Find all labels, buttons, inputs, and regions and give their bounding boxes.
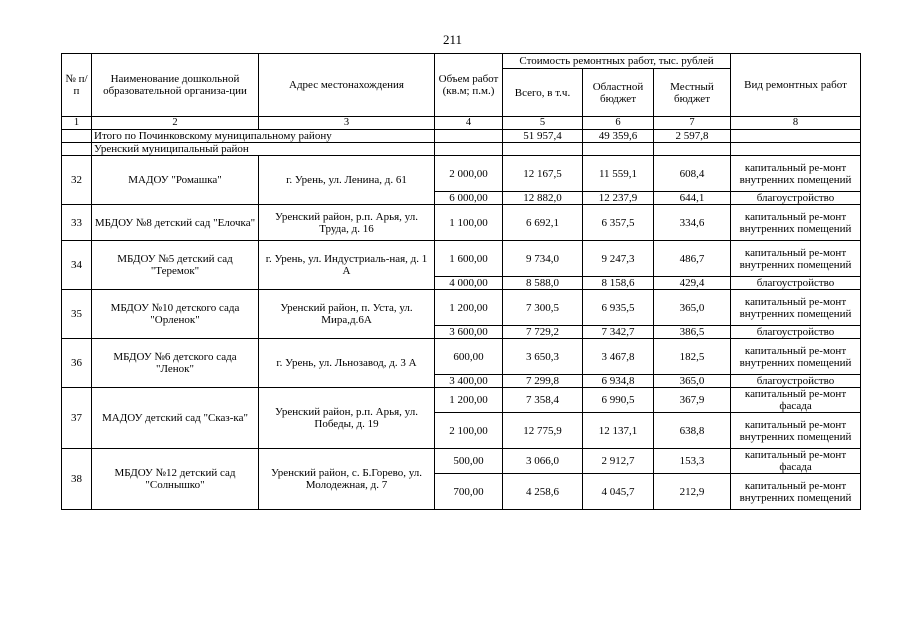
district-row-empty-4 — [435, 143, 503, 156]
work-type: благоустройство — [731, 375, 861, 388]
record-number: 33 — [62, 205, 92, 241]
cost-regional: 12 137,1 — [583, 413, 654, 449]
header-total: Всего, в т.ч. — [503, 69, 583, 117]
work-volume: 500,00 — [435, 449, 503, 474]
table-row — [62, 449, 861, 474]
header-address: Адрес местонахождения — [259, 54, 435, 117]
cost-regional: 6 935,5 — [583, 290, 654, 326]
total-row-empty — [62, 130, 92, 143]
table-row — [62, 339, 861, 375]
column-number: 1 — [62, 117, 92, 130]
district-row-empty-7 — [654, 143, 731, 156]
total-row-type-empty — [731, 130, 861, 143]
table-row — [62, 156, 861, 192]
cost-local: 365,0 — [654, 375, 731, 388]
cost-total: 12 882,0 — [503, 192, 583, 205]
cost-total: 3 650,3 — [503, 339, 583, 375]
district-row-empty-6 — [583, 143, 654, 156]
total-row — [62, 130, 861, 143]
page-number: 211 — [442, 32, 463, 47]
work-type: благоустройство — [731, 192, 861, 205]
table-row — [62, 290, 861, 326]
table-row — [62, 388, 861, 413]
district-row-label: Уренский муниципальный район — [92, 143, 435, 156]
total-row-label: Итого по Починковскому муниципальному району — [92, 130, 435, 143]
cost-regional: 9 247,3 — [583, 241, 654, 277]
work-volume: 6 000,00 — [435, 192, 503, 205]
district-row-empty-8 — [731, 143, 861, 156]
work-volume: 2 000,00 — [435, 156, 503, 192]
district-row-empty — [62, 143, 92, 156]
record-number: 35 — [62, 290, 92, 339]
header-regional: Областной бюджет — [583, 69, 654, 117]
header-volume: Объем работ (кв.м; п.м.) — [435, 54, 503, 117]
organization-name: МАДОУ детский сад "Сказ-ка" — [92, 388, 259, 449]
work-volume: 1 100,00 — [435, 205, 503, 241]
work-volume: 600,00 — [435, 339, 503, 375]
column-number: 5 — [503, 117, 583, 130]
cost-local: 429,4 — [654, 277, 731, 290]
work-type: капитальный ре-монт внутренних помещений — [731, 205, 861, 241]
total-row-volume-empty — [435, 130, 503, 143]
table-row — [62, 241, 861, 277]
organization-name: МБДОУ №5 детский сад "Теремок" — [92, 241, 259, 290]
header-cost-group: Стоимость ремонтных работ, тыс. рублей — [503, 54, 731, 69]
cost-local: 153,3 — [654, 449, 731, 474]
work-type: капитальный ре-монт внутренних помещений — [731, 339, 861, 375]
header-num: № п/п — [62, 54, 92, 117]
district-row-empty-5 — [503, 143, 583, 156]
column-number: 8 — [731, 117, 861, 130]
cost-total: 9 734,0 — [503, 241, 583, 277]
column-number: 3 — [259, 117, 435, 130]
cost-total: 6 692,1 — [503, 205, 583, 241]
cost-local: 638,8 — [654, 413, 731, 449]
work-type: капитальный ре-монт внутренних помещений — [731, 241, 861, 277]
cost-local: 334,6 — [654, 205, 731, 241]
work-type: благоустройство — [731, 277, 861, 290]
cost-local: 182,5 — [654, 339, 731, 375]
table-row — [62, 205, 861, 241]
organization-name: МАДОУ "Ромашка" — [92, 156, 259, 205]
organization-address: Уренский район, с. Б.Горево, ул. Молодежная, д. 7 — [259, 449, 435, 510]
cost-regional: 3 467,8 — [583, 339, 654, 375]
cost-local: 608,4 — [654, 156, 731, 192]
header-work-type: Вид ремонтных работ — [731, 54, 861, 117]
record-number: 38 — [62, 449, 92, 510]
record-number: 32 — [62, 156, 92, 205]
work-volume: 2 100,00 — [435, 413, 503, 449]
cost-local: 486,7 — [654, 241, 731, 277]
cost-regional: 12 237,9 — [583, 192, 654, 205]
organization-address: г. Урень, ул. Льнозавод, д. 3 А — [259, 339, 435, 388]
work-type: капитальный ре-монт внутренних помещений — [731, 156, 861, 192]
organization-address: Уренский район, р.п. Арья, ул. Труда, д. 16 — [259, 205, 435, 241]
cost-local: 367,9 — [654, 388, 731, 413]
header-local: Местный бюджет — [654, 69, 731, 117]
cost-regional: 6 357,5 — [583, 205, 654, 241]
organization-name: МБДОУ №8 детский сад "Елочка" — [92, 205, 259, 241]
work-volume: 1 200,00 — [435, 290, 503, 326]
column-numbers-row — [62, 117, 861, 130]
district-row — [62, 143, 861, 156]
cost-regional: 6 934,8 — [583, 375, 654, 388]
cost-total: 7 729,2 — [503, 326, 583, 339]
total-row-regional: 49 359,6 — [583, 130, 654, 143]
cost-total: 8 588,0 — [503, 277, 583, 290]
cost-regional: 7 342,7 — [583, 326, 654, 339]
work-type: капитальный ре-монт внутренних помещений — [731, 290, 861, 326]
record-number: 37 — [62, 388, 92, 449]
work-type: благоустройство — [731, 326, 861, 339]
column-number: 4 — [435, 117, 503, 130]
organization-address: г. Урень, ул. Индустриаль-ная, д. 1 А — [259, 241, 435, 290]
organization-name: МБДОУ №6 детского сада "Ленок" — [92, 339, 259, 388]
cost-total: 4 258,6 — [503, 474, 583, 510]
cost-regional: 6 990,5 — [583, 388, 654, 413]
cost-total: 7 358,4 — [503, 388, 583, 413]
organization-address: Уренский район, п. Уста, ул. Мира,д.6А — [259, 290, 435, 339]
column-number: 6 — [583, 117, 654, 130]
work-volume: 4 000,00 — [435, 277, 503, 290]
cost-regional: 8 158,6 — [583, 277, 654, 290]
cost-local: 386,5 — [654, 326, 731, 339]
work-type: капитальный ре-монт фасада — [731, 449, 861, 474]
column-number: 2 — [92, 117, 259, 130]
cost-total: 3 066,0 — [503, 449, 583, 474]
cost-regional: 2 912,7 — [583, 449, 654, 474]
total-row-local: 2 597,8 — [654, 130, 731, 143]
organization-address: Уренский район, р.п. Арья, ул. Победы, д. 19 — [259, 388, 435, 449]
work-type: капитальный ре-монт фасада — [731, 388, 861, 413]
work-volume: 1 600,00 — [435, 241, 503, 277]
work-type: капитальный ре-монт внутренних помещений — [731, 474, 861, 510]
organization-address: г. Урень, ул. Ленина, д. 61 — [259, 156, 435, 205]
column-number: 7 — [654, 117, 731, 130]
header-row-1 — [62, 54, 861, 69]
header-name: Наименование дошкольной образовательной организа-ции — [92, 54, 259, 117]
work-type: капитальный ре-монт внутренних помещений — [731, 413, 861, 449]
work-volume: 700,00 — [435, 474, 503, 510]
record-number: 34 — [62, 241, 92, 290]
record-number: 36 — [62, 339, 92, 388]
repair-costs-table — [61, 53, 861, 510]
cost-total: 7 299,8 — [503, 375, 583, 388]
cost-total: 7 300,5 — [503, 290, 583, 326]
cost-local: 365,0 — [654, 290, 731, 326]
cost-total: 12 167,5 — [503, 156, 583, 192]
cost-regional: 4 045,7 — [583, 474, 654, 510]
work-volume: 1 200,00 — [435, 388, 503, 413]
table-body — [62, 54, 861, 510]
cost-regional: 11 559,1 — [583, 156, 654, 192]
organization-name: МБДОУ №12 детский сад "Солнышко" — [92, 449, 259, 510]
cost-local: 644,1 — [654, 192, 731, 205]
total-row-total: 51 957,4 — [503, 130, 583, 143]
cost-local: 212,9 — [654, 474, 731, 510]
organization-name: МБДОУ №10 детского сада "Орленок" — [92, 290, 259, 339]
work-volume: 3 400,00 — [435, 375, 503, 388]
work-volume: 3 600,00 — [435, 326, 503, 339]
cost-total: 12 775,9 — [503, 413, 583, 449]
